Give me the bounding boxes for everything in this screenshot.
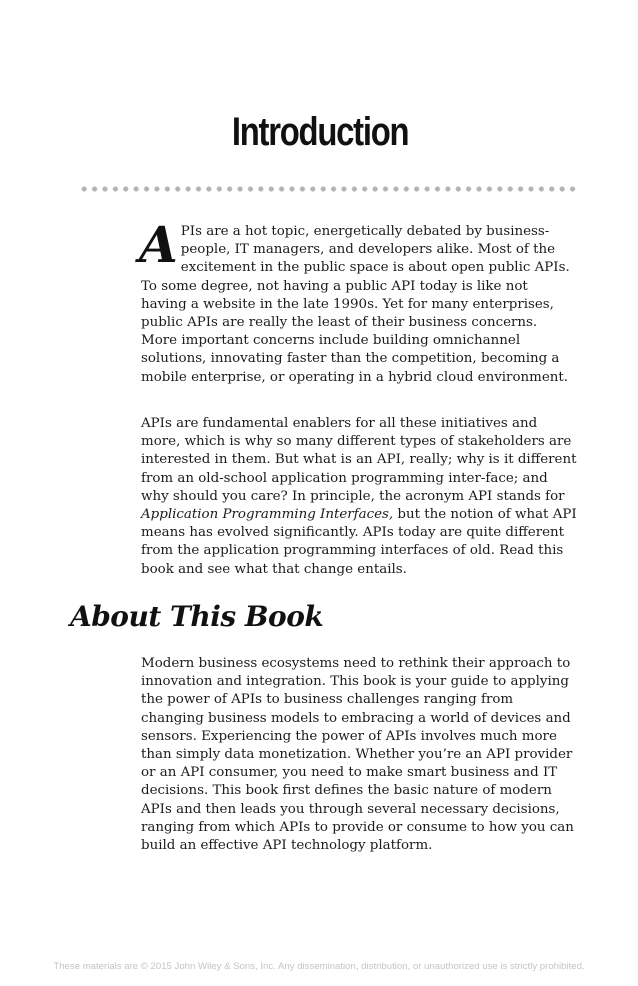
copyright-footer: These materials are © 2015 John Wiley & Sons, Inc. Any dissemination, distribution, or unauthorized use is strictly prohibited. <box>53 961 585 972</box>
intro-paragraph-2-text-end: but the notion of what API means has evolved significantly. APIs today are quite different from the application programming interfaces of old. Read this book and see what that change entails. <box>141 507 577 577</box>
intro-paragraph-1-text: PIs are a hot topic, energetically debated by business-people, IT managers, and developers alike. Most of the excitement in the public space is about open public APIs. To some degree, not having a public API today is like not having a website in the late 1990s. Yet for many enterprises, public APIs are really the least of their business concerns. More important concerns include building omnichannel solutions, innovating faster than the competition, becoming a mobile enterprise, or operating in a hybrid cloud environment. <box>141 224 570 385</box>
api-expansion-italic: Application Programming Interfaces, <box>141 507 394 523</box>
dotted-divider <box>79 185 577 193</box>
about-paragraph: Modern business ecosystems need to rethink their approach to innovation and integration. This book is your guide to applying the power of APIs to business challenges ranging from changing business models to embracing a world of devices and sensors. Experiencing the power of APIs involves much more than simply data monetization. Whether you’re an API provider or an API consumer, you need to make smart business and IT decisions. This book first defines the basic nature of modern APIs and then leads you through several necessary decisions, ranging from which APIs to provide or consume to how you can build an effective API technology platform. <box>141 656 574 854</box>
intro-paragraph-2-text-start: APIs are fundamental enablers for all these initiatives and more, which is why so many different types of stakeholders are interested in them. But what is an API, really; why is it different from an old-school application programming inter-face; and why should you care? In principle, the acronym API stands for <box>141 416 577 504</box>
intro-paragraph-2 <box>141 415 577 579</box>
chapter-title: Introduction <box>231 110 409 154</box>
intro-paragraph-1 <box>139 215 577 387</box>
drop-cap: A <box>139 215 178 274</box>
section-heading-about-this-book: About This Book <box>70 600 324 633</box>
